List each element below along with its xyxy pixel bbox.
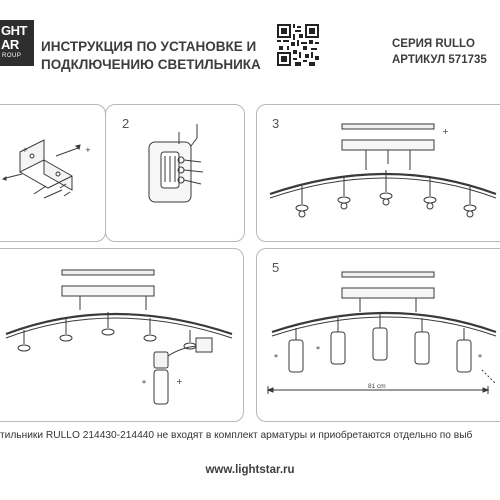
logo-text-line3: ROUP xyxy=(2,53,22,59)
svg-text:*: * xyxy=(142,379,146,388)
page-title xyxy=(41,38,281,74)
series-label: СЕРИЯ RULLO xyxy=(392,38,475,50)
step-4-fixture-illustration xyxy=(0,248,244,422)
svg-text:*: * xyxy=(478,353,482,362)
article-label: АРТИКУЛ 571735 xyxy=(392,54,487,66)
step-3-fixture-illustration xyxy=(256,104,500,242)
logo-text-line2: AR xyxy=(1,37,19,52)
mounting-bracket-illustration xyxy=(0,104,106,242)
svg-text:+: + xyxy=(85,146,91,154)
step-5-number: 5 xyxy=(272,260,280,275)
step-2-number: 2 xyxy=(122,116,130,131)
lightstar-logo xyxy=(0,20,34,66)
website-link[interactable]: www.lightstar.ru xyxy=(205,464,295,476)
step-5-fixture-illustration xyxy=(256,248,500,422)
title-line1: ИНСТРУКЦИЯ ПО УСТАНОВКЕ И xyxy=(41,39,257,54)
footnote-text: тильники RULLO 214430-214440 не входят в комплект арматуры и приобретаются отдельно по выб xyxy=(0,430,473,441)
svg-text:*: * xyxy=(274,353,278,362)
dimension-label: 81 cm xyxy=(368,383,386,390)
logo-text-line1: GHT xyxy=(1,23,27,38)
step-3-number: 3 xyxy=(272,116,280,131)
svg-text:+: + xyxy=(22,146,28,154)
qr-code xyxy=(277,24,319,66)
svg-text:+: + xyxy=(442,127,449,136)
terminal-block-illustration xyxy=(105,104,245,242)
svg-text:+: + xyxy=(176,377,183,386)
svg-text:*: * xyxy=(316,345,320,354)
title-line2: ПОДКЛЮЧЕНИЮ СВЕТИЛЬНИКА xyxy=(41,57,261,72)
